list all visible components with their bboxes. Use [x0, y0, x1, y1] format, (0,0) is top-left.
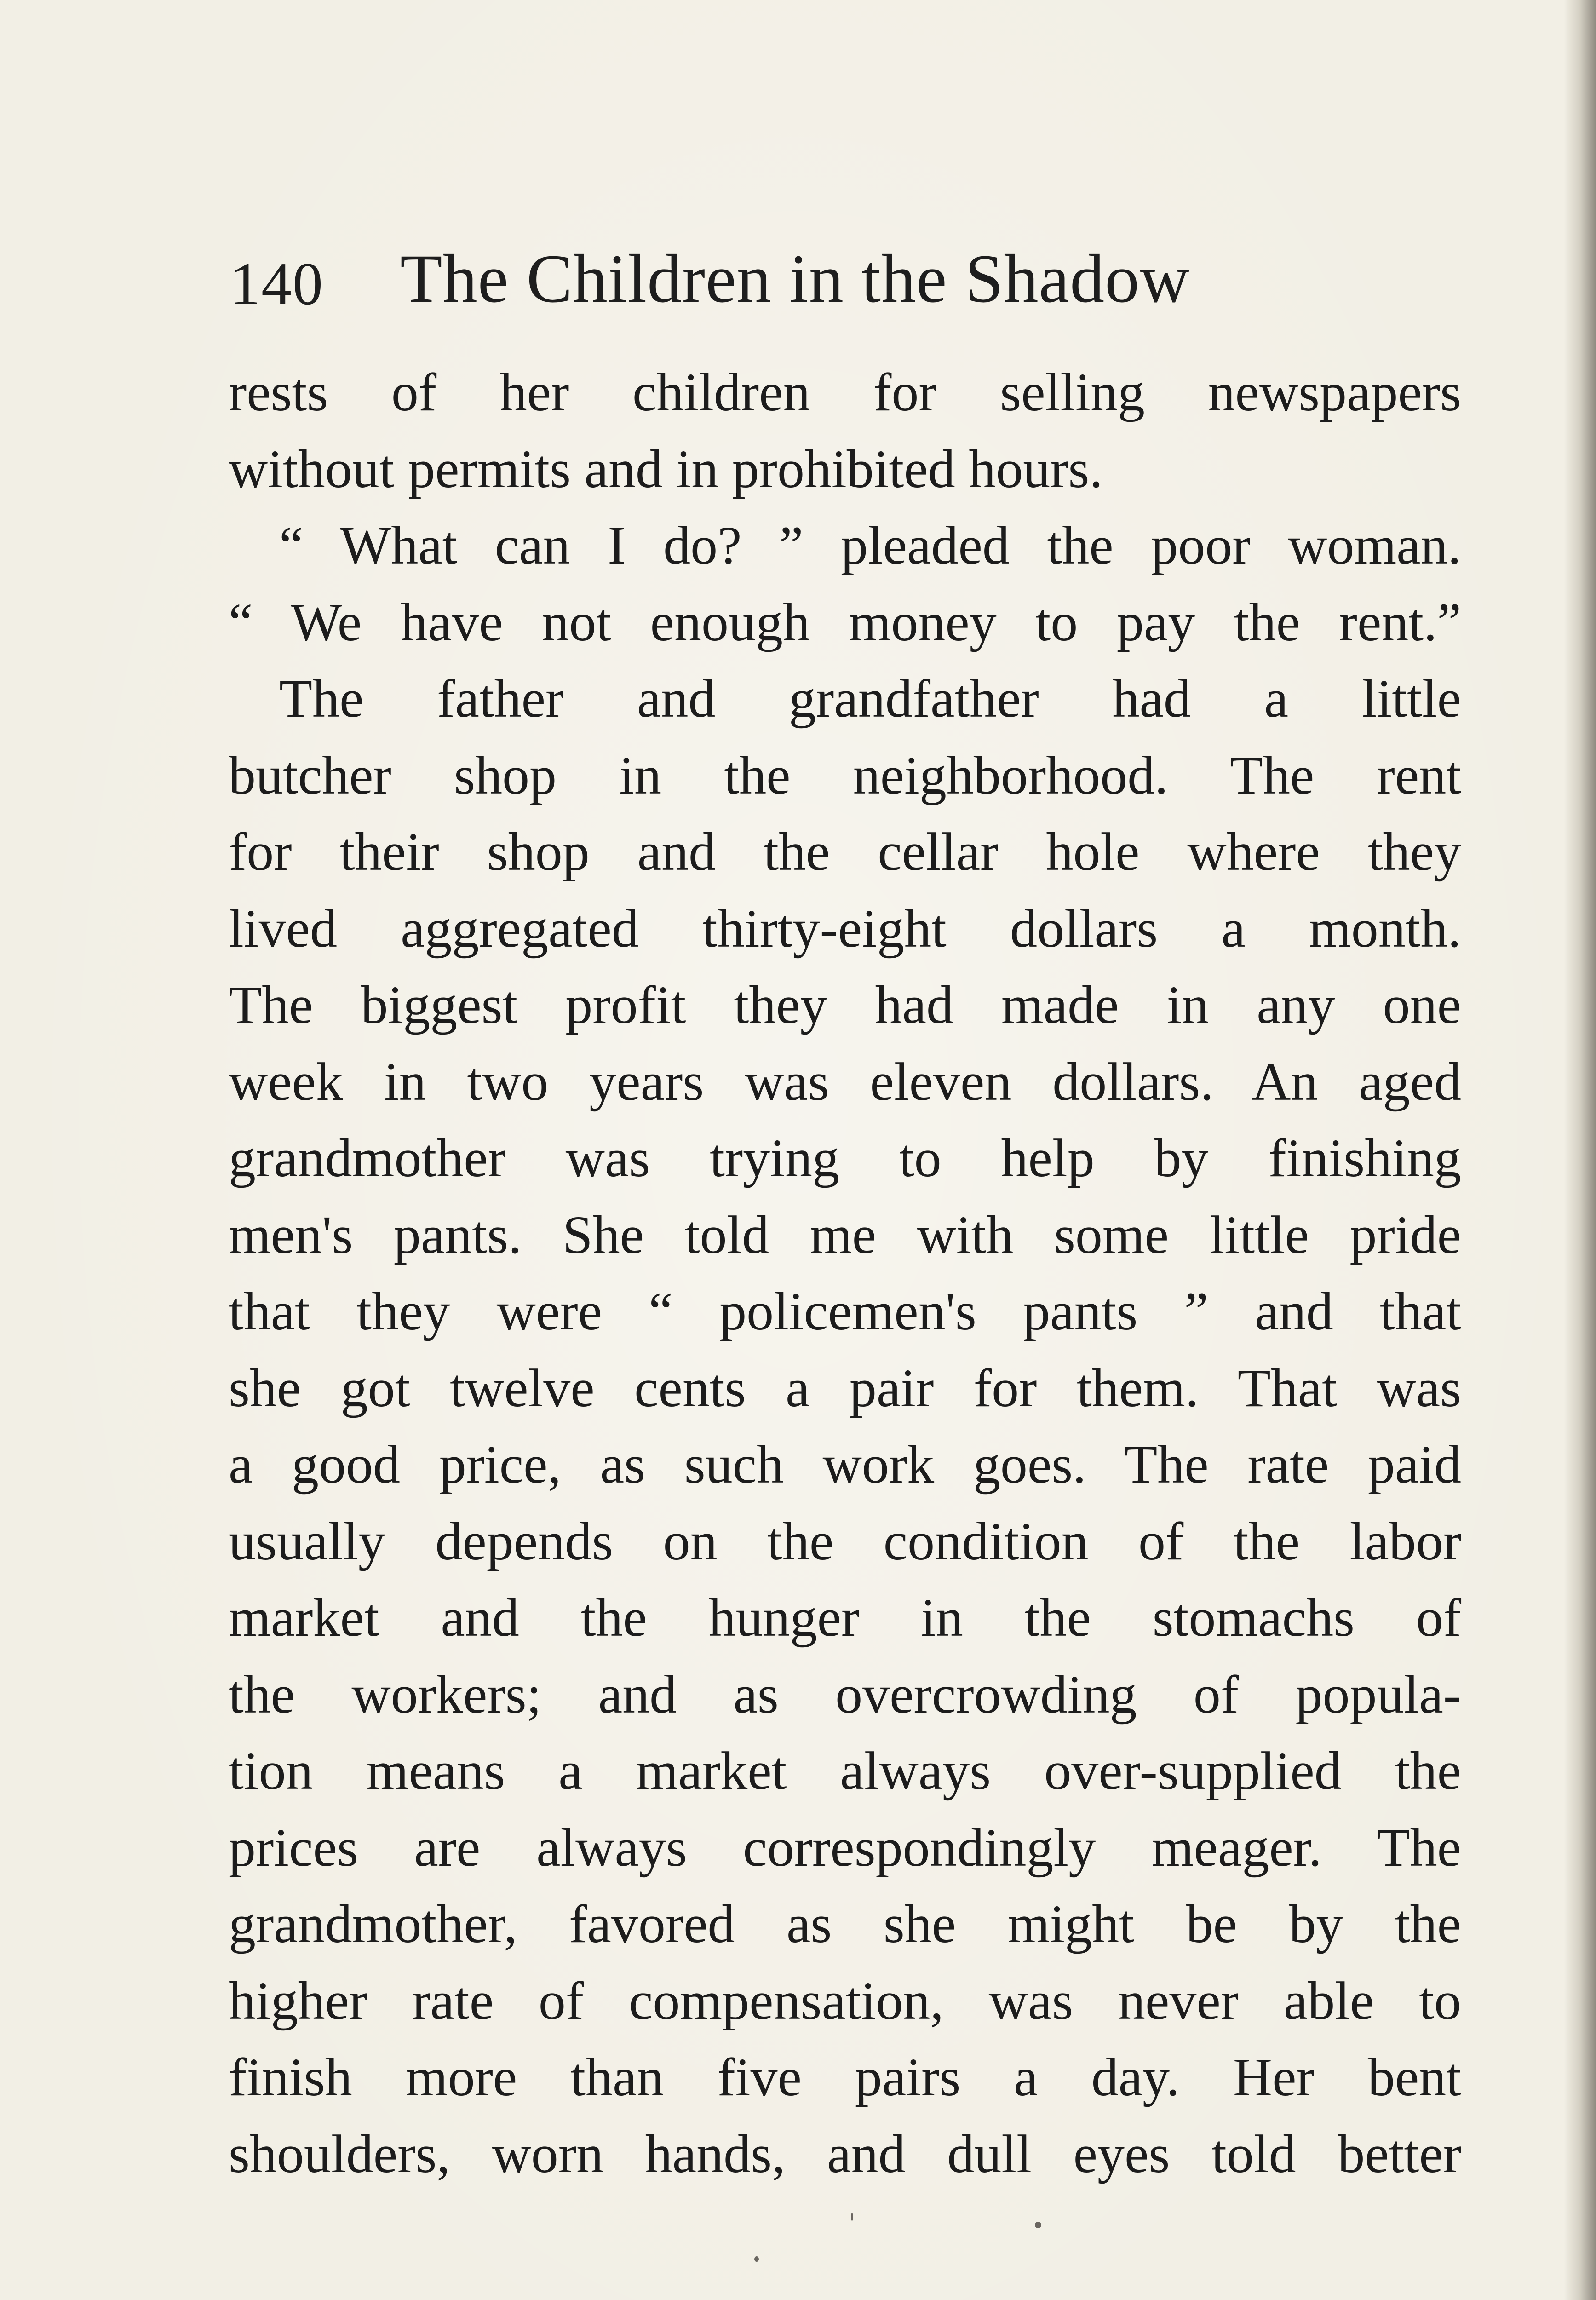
text-line: higher rate of compensation, was never able to [229, 1970, 1461, 2031]
text-line: tion means a market always over-supplied the [229, 1741, 1461, 1801]
text-line: finish more than five pairs a day. Her bent [229, 2047, 1461, 2107]
text-line: for their shop and the cellar hole where they [229, 822, 1461, 882]
text-line: market and the hunger in the stomachs of [229, 1587, 1461, 1648]
text-line: shoulders, worn hands, and dull eyes told better [229, 2123, 1461, 2184]
paper-speck [1035, 2222, 1041, 2228]
text-line: usually depends on the condition of the labor [229, 1511, 1461, 1571]
text-line: “ We have not enough money to pay the rent.” [229, 592, 1461, 652]
book-title: The Children in the Shadow [400, 241, 1190, 317]
text-line: prices are always correspondingly meager. The [229, 1817, 1461, 1878]
text-line: “ What can I do? ” pleaded the poor woman. [279, 515, 1461, 575]
body-text [229, 354, 1461, 2192]
paper-speck [851, 2213, 853, 2221]
page-number: 140 [230, 250, 324, 317]
text-line: a good price, as such work goes. The rate paid [229, 1434, 1461, 1495]
text-line: butcher shop in the neighborhood. The rent [229, 745, 1461, 805]
text-line: The father and grandfather had a little [279, 668, 1461, 729]
text-line: lived aggregated thirty-eight dollars a month. [229, 898, 1461, 959]
paper-speck [754, 2256, 759, 2262]
text-line: week in two years was eleven dollars. An aged [229, 1051, 1461, 1112]
text-line: she got twelve cents a pair for them. That was [229, 1357, 1461, 1418]
text-line: rests of her children for selling newspapers [229, 362, 1461, 422]
text-line: without permits and in prohibited hours. [229, 438, 1103, 499]
text-line: men's pants. She told me with some little pride [229, 1204, 1461, 1265]
text-line: grandmother, favored as she might be by the [229, 1894, 1461, 1954]
text-line: that they were “ policemen's pants ” and that [229, 1281, 1461, 1341]
text-line: The biggest profit they had made in any one [229, 975, 1461, 1035]
text-line: grandmother was trying to help by finishing [229, 1128, 1461, 1188]
running-head [230, 239, 1380, 331]
text-line: the workers; and as overcrowding of popula- [229, 1664, 1461, 1725]
